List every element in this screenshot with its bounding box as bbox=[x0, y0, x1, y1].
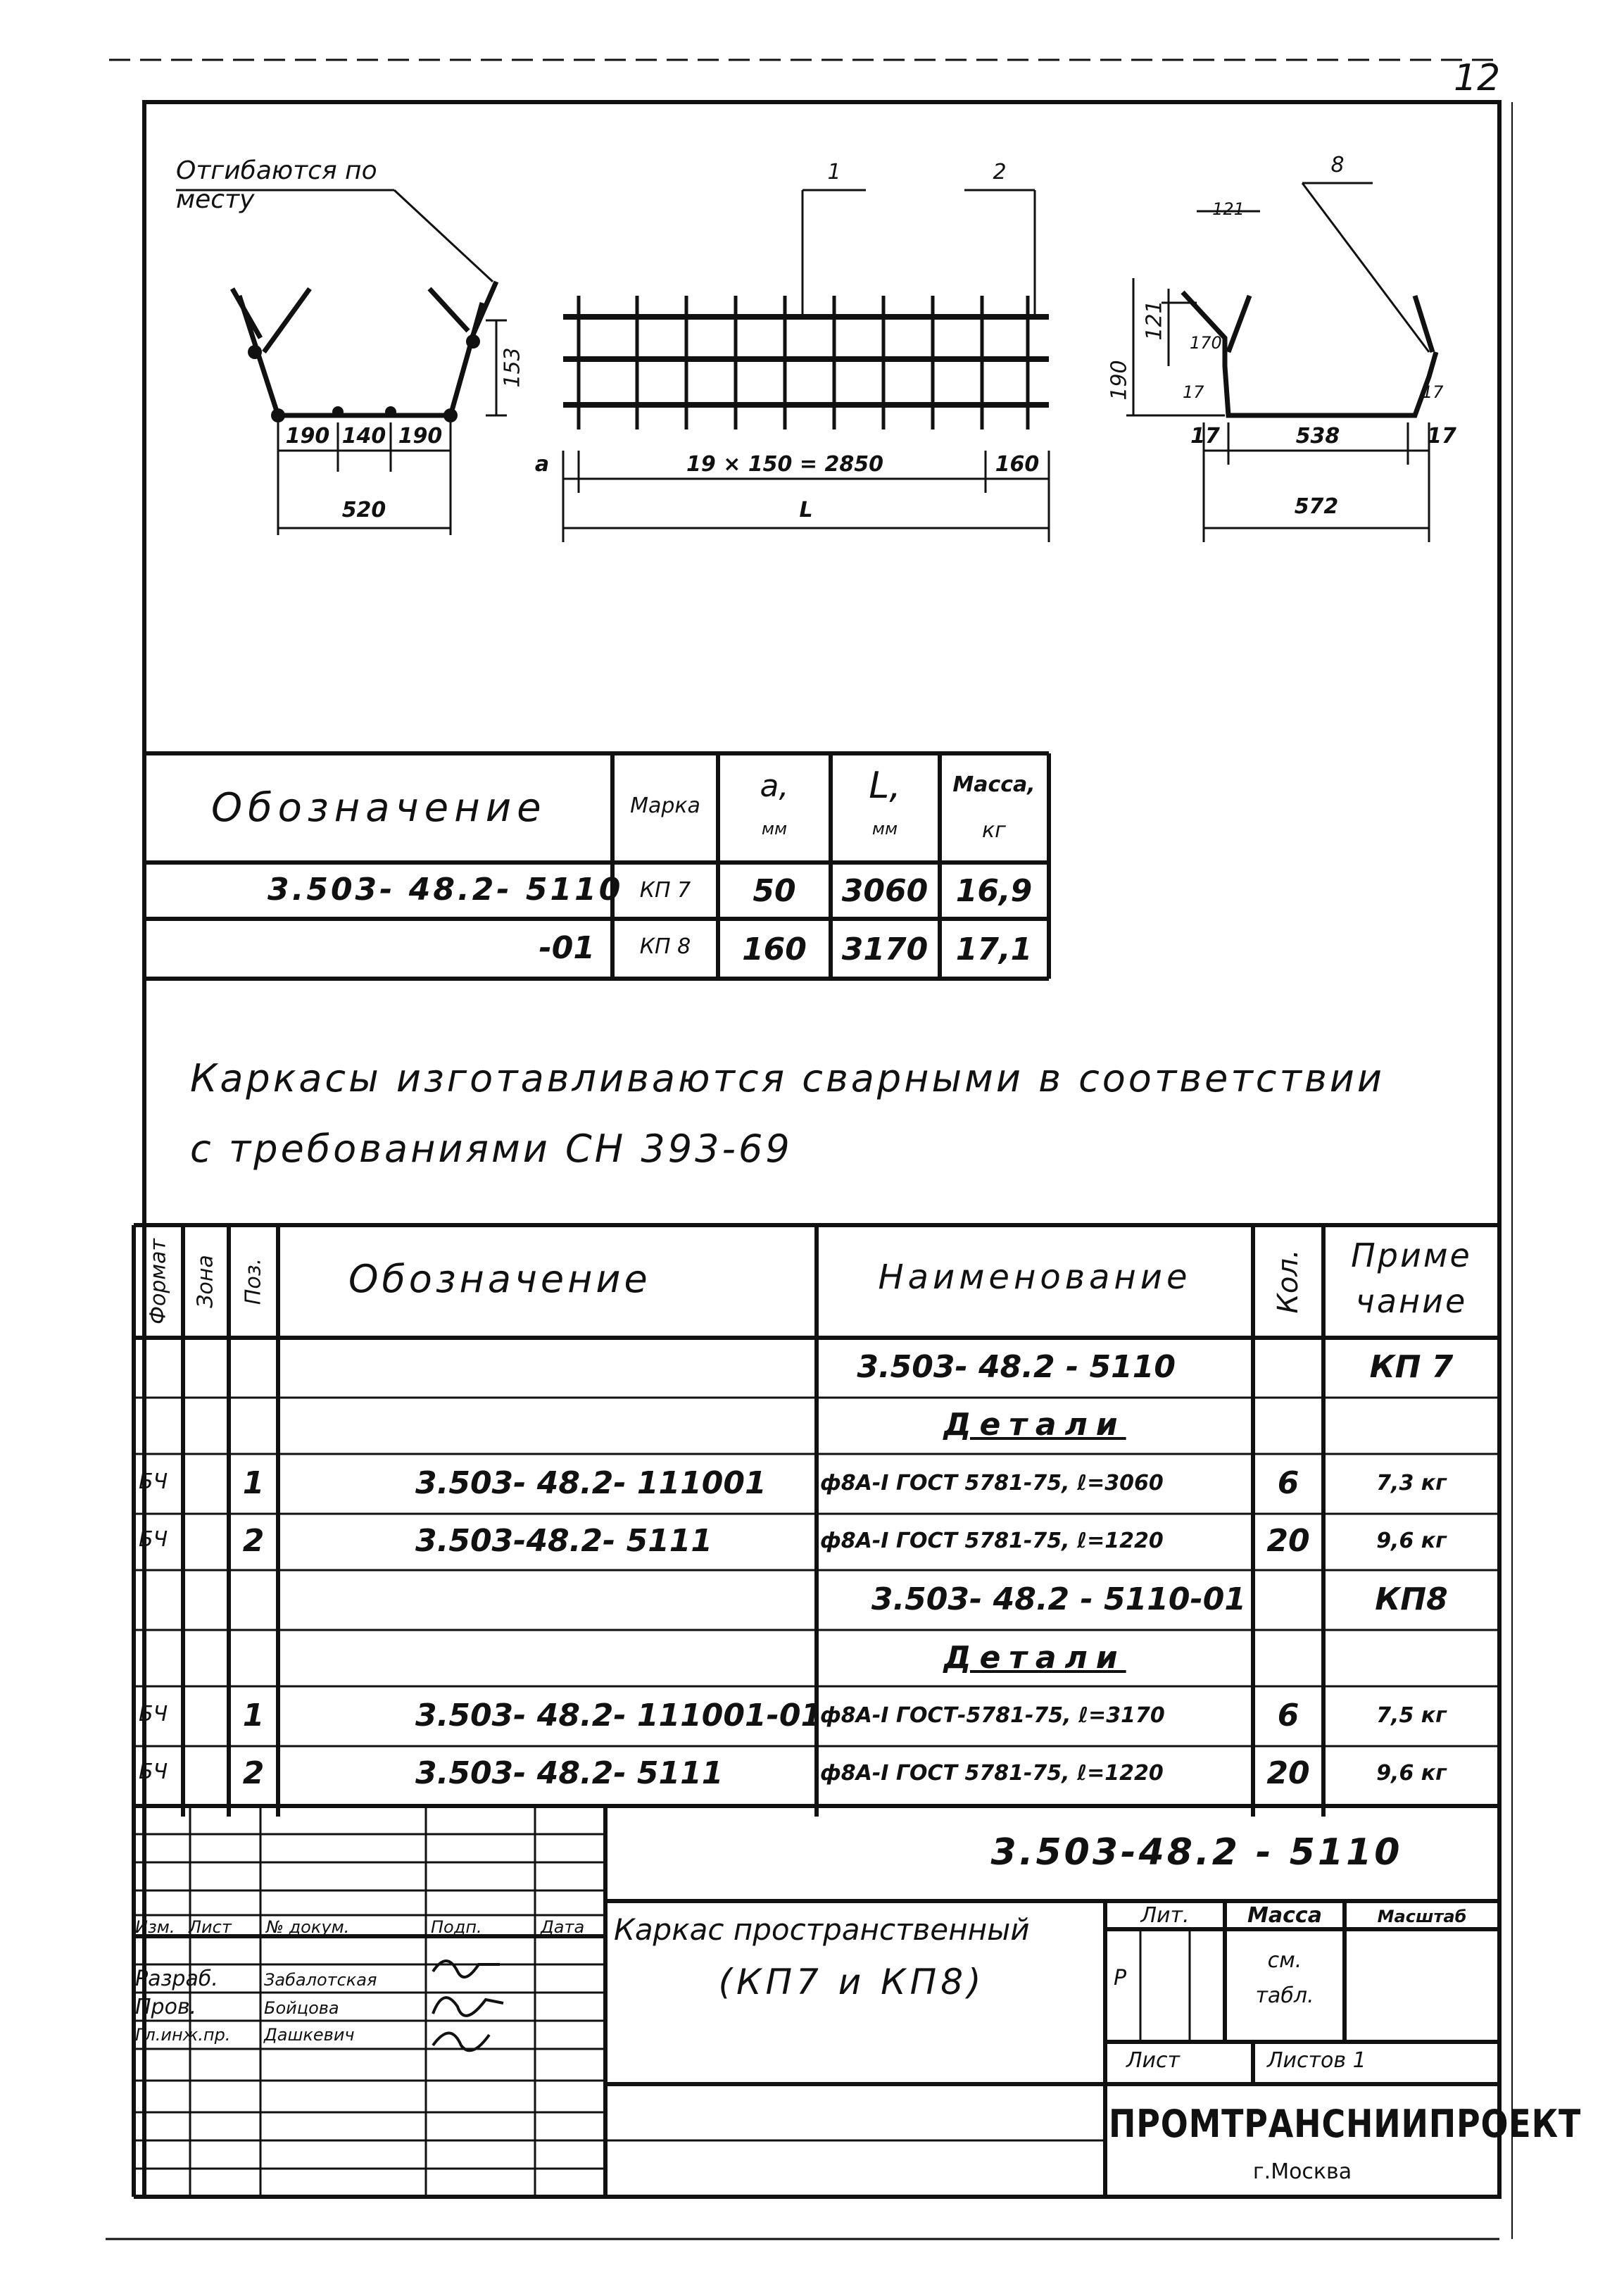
right-dim-v1: 121 bbox=[1142, 300, 1167, 341]
lit-label: Лит. bbox=[1140, 1903, 1190, 1928]
spec-header-pos: Поз. bbox=[241, 1258, 266, 1305]
table1-header-mass: Масса, bbox=[952, 772, 1036, 797]
marker-8: 8 bbox=[1330, 153, 1345, 177]
right-dim-left: 17 bbox=[1190, 424, 1220, 449]
table1-row1-mark: КП 7 bbox=[639, 878, 691, 903]
spec-row-7-pos: 1 bbox=[242, 1698, 265, 1733]
marker-2: 2 bbox=[993, 160, 1007, 184]
sheet-label: Лист bbox=[1126, 2048, 1181, 2073]
spec-row-5-name: 3.503- 48.2 - 5110-01 bbox=[871, 1581, 1246, 1617]
right-dim-v2: 190 bbox=[1107, 360, 1132, 401]
col-date: Дата bbox=[541, 1917, 585, 1937]
middle-dim-a: a bbox=[534, 452, 550, 477]
table1-row1-mass: 16,9 bbox=[955, 873, 1033, 909]
spec-row-8-name: ф8А-I ГОСТ 5781-75, ℓ=1220 bbox=[820, 1761, 1164, 1786]
scale-label: Масштаб bbox=[1377, 1907, 1467, 1926]
table1-header-designation: Обозначение bbox=[211, 785, 547, 831]
name-checker: Бойцова bbox=[264, 1998, 339, 2018]
note-line-2: с требованиями СН 393-69 bbox=[190, 1127, 793, 1171]
mass-value-1: см. bbox=[1267, 1948, 1302, 1973]
left-dim-height: 153 bbox=[500, 347, 525, 388]
org-city: г.Москва bbox=[1252, 2159, 1352, 2184]
spec-row-3-qty: 6 bbox=[1277, 1465, 1299, 1501]
table1-header-mark: Марка bbox=[630, 794, 700, 818]
spec-header-note-2: чание bbox=[1355, 1282, 1468, 1320]
spec-row-4-note: 9,6 кг bbox=[1376, 1529, 1447, 1553]
spec-row-4-format: БЧ bbox=[139, 1527, 168, 1552]
table1-header-L: L, bbox=[869, 765, 901, 807]
bend-callout: Отгибаются по месту bbox=[176, 156, 377, 215]
table1-row2-a: 160 bbox=[742, 932, 807, 967]
spec-row-5-note: КП8 bbox=[1375, 1581, 1448, 1617]
col-list: Лист bbox=[189, 1917, 232, 1937]
note-line-1: Каркасы изготавливаются сварными в соответствии bbox=[190, 1056, 1385, 1100]
name-chief-engineer: Дашкевич bbox=[264, 2025, 355, 2045]
sheets-label: Листов 1 bbox=[1267, 2048, 1366, 2073]
spec-row-6-name: Детали bbox=[943, 1640, 1126, 1676]
spec-row-8-format: БЧ bbox=[139, 1760, 168, 1784]
spec-row-7-note: 7,5 кг bbox=[1376, 1703, 1447, 1728]
left-dim-total: 520 bbox=[341, 498, 386, 522]
title-line-1: Каркас пространственный bbox=[614, 1912, 1030, 1947]
table1-header-a: a, bbox=[760, 768, 789, 804]
table1-row1-designation: 3.503- 48.2- 5110 bbox=[267, 872, 624, 908]
spec-row-8-qty: 20 bbox=[1266, 1755, 1310, 1791]
table1-row2-mark: КП 8 bbox=[639, 934, 691, 959]
mass-value-2: табл. bbox=[1255, 1983, 1314, 2008]
spec-row-7-designation: 3.503- 48.2- 111001-01 bbox=[415, 1698, 823, 1733]
spec-row-4-qty: 20 bbox=[1266, 1523, 1310, 1559]
role-checker: Пров. bbox=[135, 1995, 197, 2019]
page-number: 12 bbox=[1454, 57, 1501, 99]
right-dim-top: 121 bbox=[1212, 199, 1245, 219]
right-dim-right: 17 bbox=[1427, 424, 1456, 449]
left-section-drawing bbox=[232, 282, 496, 415]
spec-header-qty: Кол. bbox=[1272, 1249, 1304, 1314]
marker-1: 1 bbox=[827, 160, 841, 184]
spec-row-3-format: БЧ bbox=[139, 1469, 168, 1494]
right-dim-total: 572 bbox=[1294, 494, 1339, 519]
spec-row-7-qty: 6 bbox=[1277, 1698, 1299, 1733]
table1-row2-mass: 17,1 bbox=[955, 932, 1033, 967]
name-developer: Забалотская bbox=[264, 1970, 377, 1990]
lit-value: Р bbox=[1114, 1966, 1127, 1990]
spec-row-8-designation: 3.503- 48.2- 5111 bbox=[415, 1755, 724, 1791]
right-dim-d2: 17 bbox=[1183, 382, 1204, 402]
table1-row1-a: 50 bbox=[753, 873, 796, 909]
spec-row-4-pos: 2 bbox=[242, 1523, 265, 1559]
table1-row2-L: 3170 bbox=[841, 932, 929, 967]
right-dim-bottom: 538 bbox=[1295, 424, 1340, 449]
middle-dim-spacing: 19 × 150 = 2850 bbox=[686, 452, 883, 477]
spec-row-3-designation: 3.503- 48.2- 111001 bbox=[415, 1465, 767, 1501]
middle-dim-length: L bbox=[799, 498, 813, 522]
org-name: ПРОМТРАНСНИИПРОЕКТ bbox=[1109, 2102, 1582, 2146]
spec-row-7-name: ф8А-I ГОСТ-5781-75, ℓ=3170 bbox=[820, 1703, 1165, 1728]
spec-row-1-name: 3.503- 48.2 - 5110 bbox=[857, 1349, 1176, 1385]
table1-row2-designation: -01 bbox=[539, 930, 595, 966]
col-sign: Подп. bbox=[431, 1917, 482, 1937]
right-dim-d1: 170 bbox=[1190, 333, 1222, 353]
table1-row1-L: 3060 bbox=[841, 873, 929, 909]
left-dim-c: 190 bbox=[398, 424, 443, 449]
mass-label: Масса bbox=[1247, 1903, 1322, 1928]
spec-row-8-note: 9,6 кг bbox=[1376, 1761, 1447, 1786]
right-dim-d3: 17 bbox=[1422, 382, 1444, 402]
spec-row-8-pos: 2 bbox=[242, 1755, 265, 1791]
spec-row-2-name: Детали bbox=[943, 1407, 1126, 1443]
middle-dim-end: 160 bbox=[995, 452, 1040, 477]
spec-row-3-pos: 1 bbox=[242, 1465, 265, 1501]
doc-code: 3.503-48.2 - 5110 bbox=[990, 1831, 1403, 1874]
left-dim-a: 190 bbox=[285, 424, 330, 449]
signatures bbox=[433, 1961, 503, 2050]
spec-header-note-1: Приме bbox=[1351, 1236, 1472, 1274]
role-chief-engineer: Гл.инж.пр. bbox=[135, 2025, 231, 2045]
title-line-2: (КП7 и КП8) bbox=[718, 1962, 986, 2002]
table1-header-mass-unit: кг bbox=[982, 818, 1006, 843]
spec-header-name: Наименование bbox=[878, 1258, 1192, 1297]
spec-row-4-designation: 3.503-48.2- 5111 bbox=[415, 1523, 713, 1559]
spec-header-designation: Обозначение bbox=[348, 1257, 651, 1301]
spec-row-4-name: ф8А-I ГОСТ 5781-75, ℓ=1220 bbox=[820, 1529, 1164, 1553]
spec-row-3-note: 7,3 кг bbox=[1376, 1471, 1447, 1495]
spec-row-1-note: КП 7 bbox=[1369, 1349, 1454, 1385]
spec-header-format: Формат bbox=[146, 1238, 171, 1324]
spec-row-3-name: ф8А-I ГОСТ 5781-75, ℓ=3060 bbox=[820, 1471, 1164, 1495]
spec-header-zone: Зона bbox=[193, 1255, 218, 1308]
col-doc-no: № докум. bbox=[266, 1917, 350, 1937]
left-dim-b: 140 bbox=[341, 424, 386, 449]
table1-header-a-unit: мм bbox=[761, 819, 788, 839]
col-izm: Изм. bbox=[135, 1917, 175, 1937]
spec-row-7-format: БЧ bbox=[139, 1702, 168, 1726]
table1-header-L-unit: мм bbox=[871, 819, 898, 839]
role-developer: Разраб. bbox=[135, 1967, 218, 1991]
